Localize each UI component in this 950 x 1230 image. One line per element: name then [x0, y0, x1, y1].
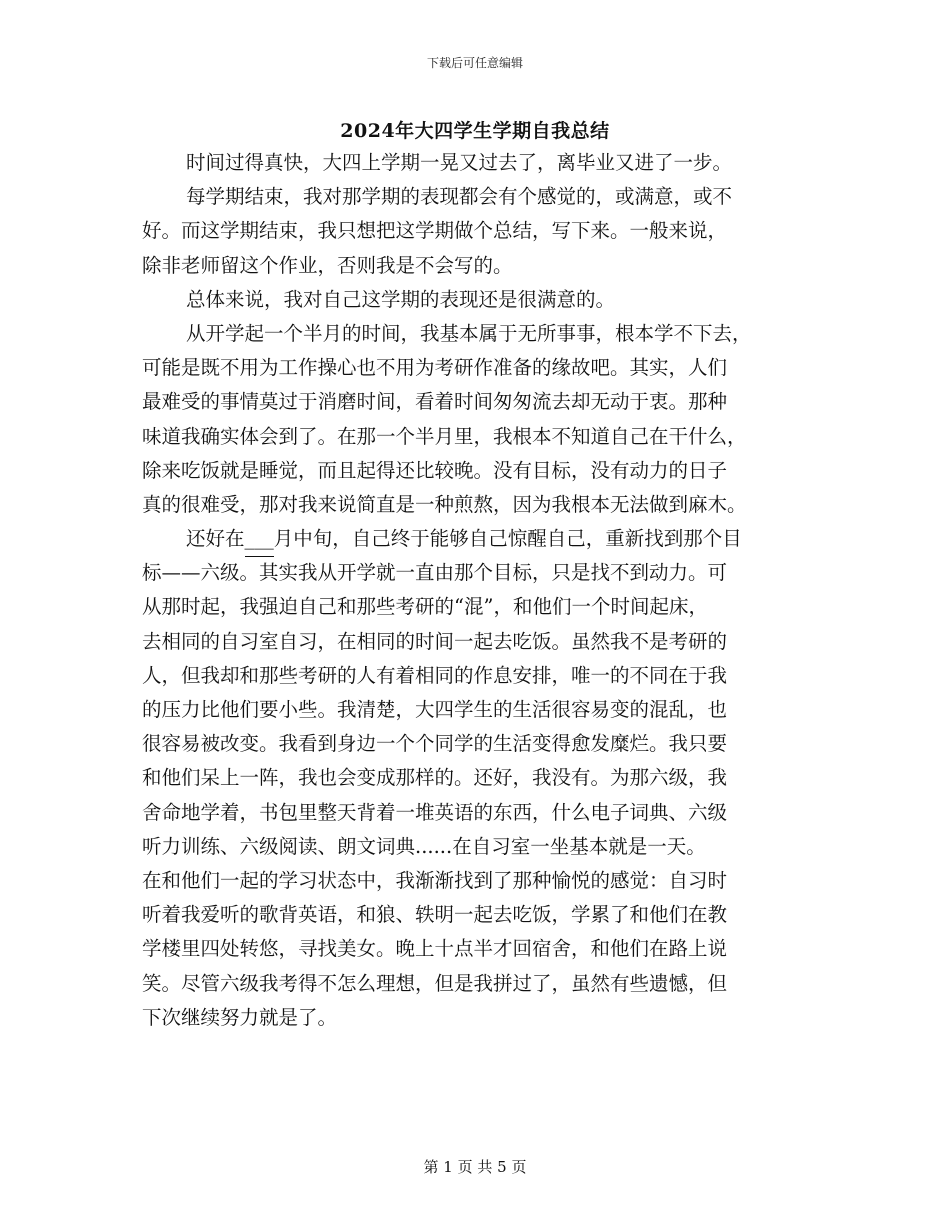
- page-number: 第 1 页 共 5 页: [423, 1158, 527, 1176]
- paragraph-line: 除非老师留这个作业，否则我是不会写的。: [142, 253, 513, 277]
- paragraph-line: 味道我确实体会到了。在那一个半月里，我根本不知道自己在干什么，: [142, 424, 747, 448]
- paragraph-line: 标——六级。其实我从开学就一直由那个目标，只是找不到动力。可: [142, 561, 728, 585]
- paragraph-line: 学楼里四处转悠，寻找美女。晚上十点半才回宿舍，和他们在路上说: [142, 937, 728, 961]
- paragraph-line: 下次继续努力就是了。: [142, 1005, 338, 1029]
- paragraph-line: 听力训练、六级阅读、朗文词典......在自习室一坐基本就是一天。: [142, 834, 706, 858]
- fill-in-blank: ___: [245, 522, 274, 557]
- paragraph-line: 除来吃饭就是睡觉，而且起得还比较晚。没有目标，没有动力的日子: [142, 458, 728, 482]
- paragraph-line: 总体来说，我对自己这学期的表现还是很满意的。: [186, 287, 616, 311]
- paragraph-line: 最难受的事情莫过于消磨时间，看着时间匆匆流去却无动于衷。那种: [142, 390, 728, 414]
- paragraph-line: 人，但我却和那些考研的人有着相同的作息安排，唯一的不同在于我: [142, 663, 728, 687]
- paragraph-line: 很容易被改变。我看到身边一个个同学的生活变得愈发糜烂。我只要: [142, 732, 728, 756]
- paragraph-line: 可能是既不用为工作操心也不用为考研作准备的缘故吧。其实，人们: [142, 356, 728, 380]
- paragraph-line: 舍命地学着，书包里整天背着一堆英语的东西，什么电子词典、六级: [142, 800, 728, 824]
- paragraph-line: 的压力比他们要小些。我清楚，大四学生的生活很容易变的混乱，也: [142, 698, 728, 721]
- page-header-note: 下载后可任意编辑: [426, 56, 523, 70]
- paragraph-line: 每学期结束，我对那学期的表现都会有个感觉的，或满意，或不: [186, 185, 733, 209]
- paragraph-line: 真的很难受，那对我来说简直是一种煎熬，因为我根本无法做到麻木。: [142, 492, 747, 516]
- paragraph-line: 从开学起一个半月的时间，我基本属于无所事事，根本学不下去，: [186, 321, 752, 345]
- paragraph-line: 从那时起，我强迫自己和那些考研的“混”，和他们一个时间起床，: [142, 595, 708, 619]
- document-title: 2024年大四学生学期自我总结: [340, 120, 610, 142]
- paragraph-line: [142, 522, 810, 556]
- line-text: 月中旬，自己终于能够自己惊醒自己，重新找到那个目: [273, 527, 742, 551]
- paragraph-line: 在和他们一起的学习状态中，我渐渐找到了那种愉悦的感觉：自习时: [142, 868, 728, 892]
- paragraph-line: 和他们呆上一阵，我也会变成那样的。还好，我没有。为那六级，我: [142, 766, 728, 790]
- paragraph-line: 听着我爱听的歌背英语，和狼、轶明一起去吃饭，学累了和他们在教: [142, 903, 728, 927]
- paragraph-line: 好。而这学期结束，我只想把这学期做个总结，写下来。一般来说，: [142, 219, 728, 243]
- paragraph-line: 去相同的自习室自习，在相同的时间一起去吃饭。虽然我不是考研的: [142, 629, 728, 653]
- paragraph-line: 时间过得真快，大四上学期一晃又过去了，离毕业又进了一步。: [186, 151, 733, 174]
- line-text: 还好在: [186, 527, 245, 551]
- paragraph-line: 笑。尽管六级我考得不怎么理想，但是我拼过了，虽然有些遗憾，但: [142, 971, 728, 995]
- document-body: [142, 146, 810, 1035]
